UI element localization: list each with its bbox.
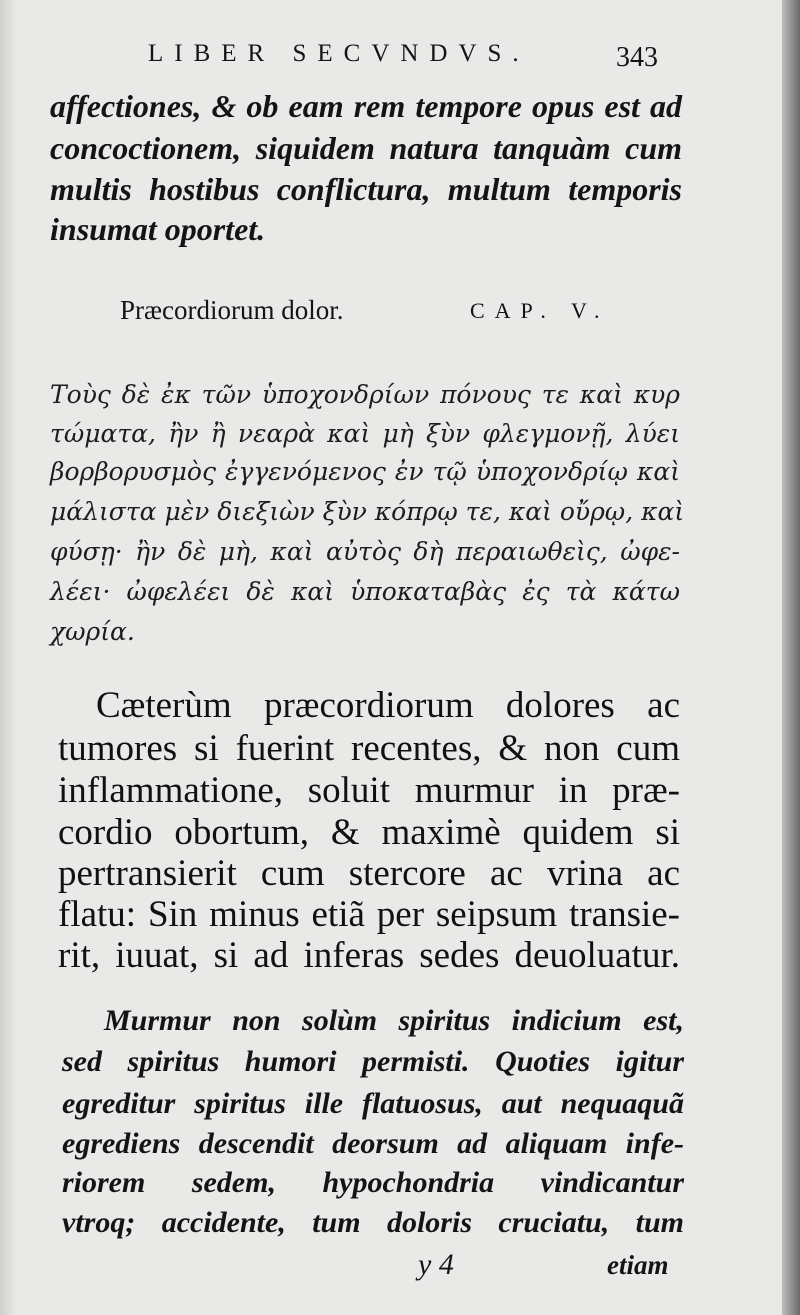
chapter-title: Præcordiorum dolor. <box>120 295 344 325</box>
text-line: sed spiritus humori permisti. Quoties igitur <box>62 1045 684 1078</box>
text-line: Murmur non solùm spiritus indicium est, <box>104 1004 684 1037</box>
latin-line: Cæterùm præcordiorum dolores ac <box>96 685 680 726</box>
greek-line: μάλιστα μὲν διεξιὼν ξὺν κόπρῳ τε, καὶ οὔρῳ, καὶ <box>50 497 685 526</box>
text-line: riorem sedem, hypochondria vindicantur <box>62 1166 684 1199</box>
text-line: egreditur spiritus ille flatuosus, aut nequaquã <box>62 1087 684 1120</box>
text-line: vtroq; accidente, tum doloris cruciatu, tum <box>62 1206 684 1239</box>
greek-line: λέει· ὠφελέει δὲ καὶ ὑποκαταβὰς ἐς τὰ κάτω <box>50 577 680 606</box>
greek-line: φύσῃ· ἢν δὲ μὴ, καὶ αὐτὸς δὴ περαιωθεὶς, ὠφε- <box>50 537 680 566</box>
catchword: etiam <box>607 1250 669 1280</box>
page-edge <box>782 0 800 1315</box>
latin-line: cordio obortum, & maximè quidem si <box>58 812 680 853</box>
text-line: concoctionem, siquidem natura tanquàm cum <box>50 130 682 166</box>
page-number: 343 <box>616 42 658 73</box>
greek-line: τώματα, ἢν ἢ νεαρὰ καὶ μὴ ξὺν φλεγμονῇ, λύει <box>50 419 680 448</box>
page-gutter <box>0 0 16 1315</box>
text-line: affectiones, & ob eam rem tempore opus est ad <box>50 88 682 124</box>
latin-line: inflammatione, soluit murmur in præ- <box>58 770 680 811</box>
text-line: insumat oportet. <box>50 211 266 247</box>
latin-line: tumores si fuerint recentes, & non cum <box>58 728 680 769</box>
latin-line: rit, iuuat, si ad inferas sedes deuoluatur. <box>58 935 680 976</box>
running-head: LIBER SECVNDVS. <box>148 40 530 67</box>
greek-line: Τοὺς δὲ ἐκ τῶν ὑποχονδρίων πόνους τε καὶ κυρ <box>50 380 680 409</box>
text-line: egrediens descendit deorsum ad aliquam infe- <box>62 1127 684 1160</box>
latin-line: pertransierit cum stercore ac vrina ac <box>58 853 680 894</box>
chapter-number: CAP. V. <box>470 298 610 323</box>
signature-mark: y 4 <box>418 1248 454 1281</box>
latin-line: flatu: Sin minus etiã per seipsum transie- <box>58 894 680 935</box>
greek-line: βορβορυσμὸς ἐγγενόμενος ἐν τῷ ὑποχονδρίῳ καὶ <box>50 457 680 486</box>
text-line: multis hostibus conflictura, multum temporis <box>50 171 682 207</box>
greek-line: χωρία. <box>50 617 135 646</box>
